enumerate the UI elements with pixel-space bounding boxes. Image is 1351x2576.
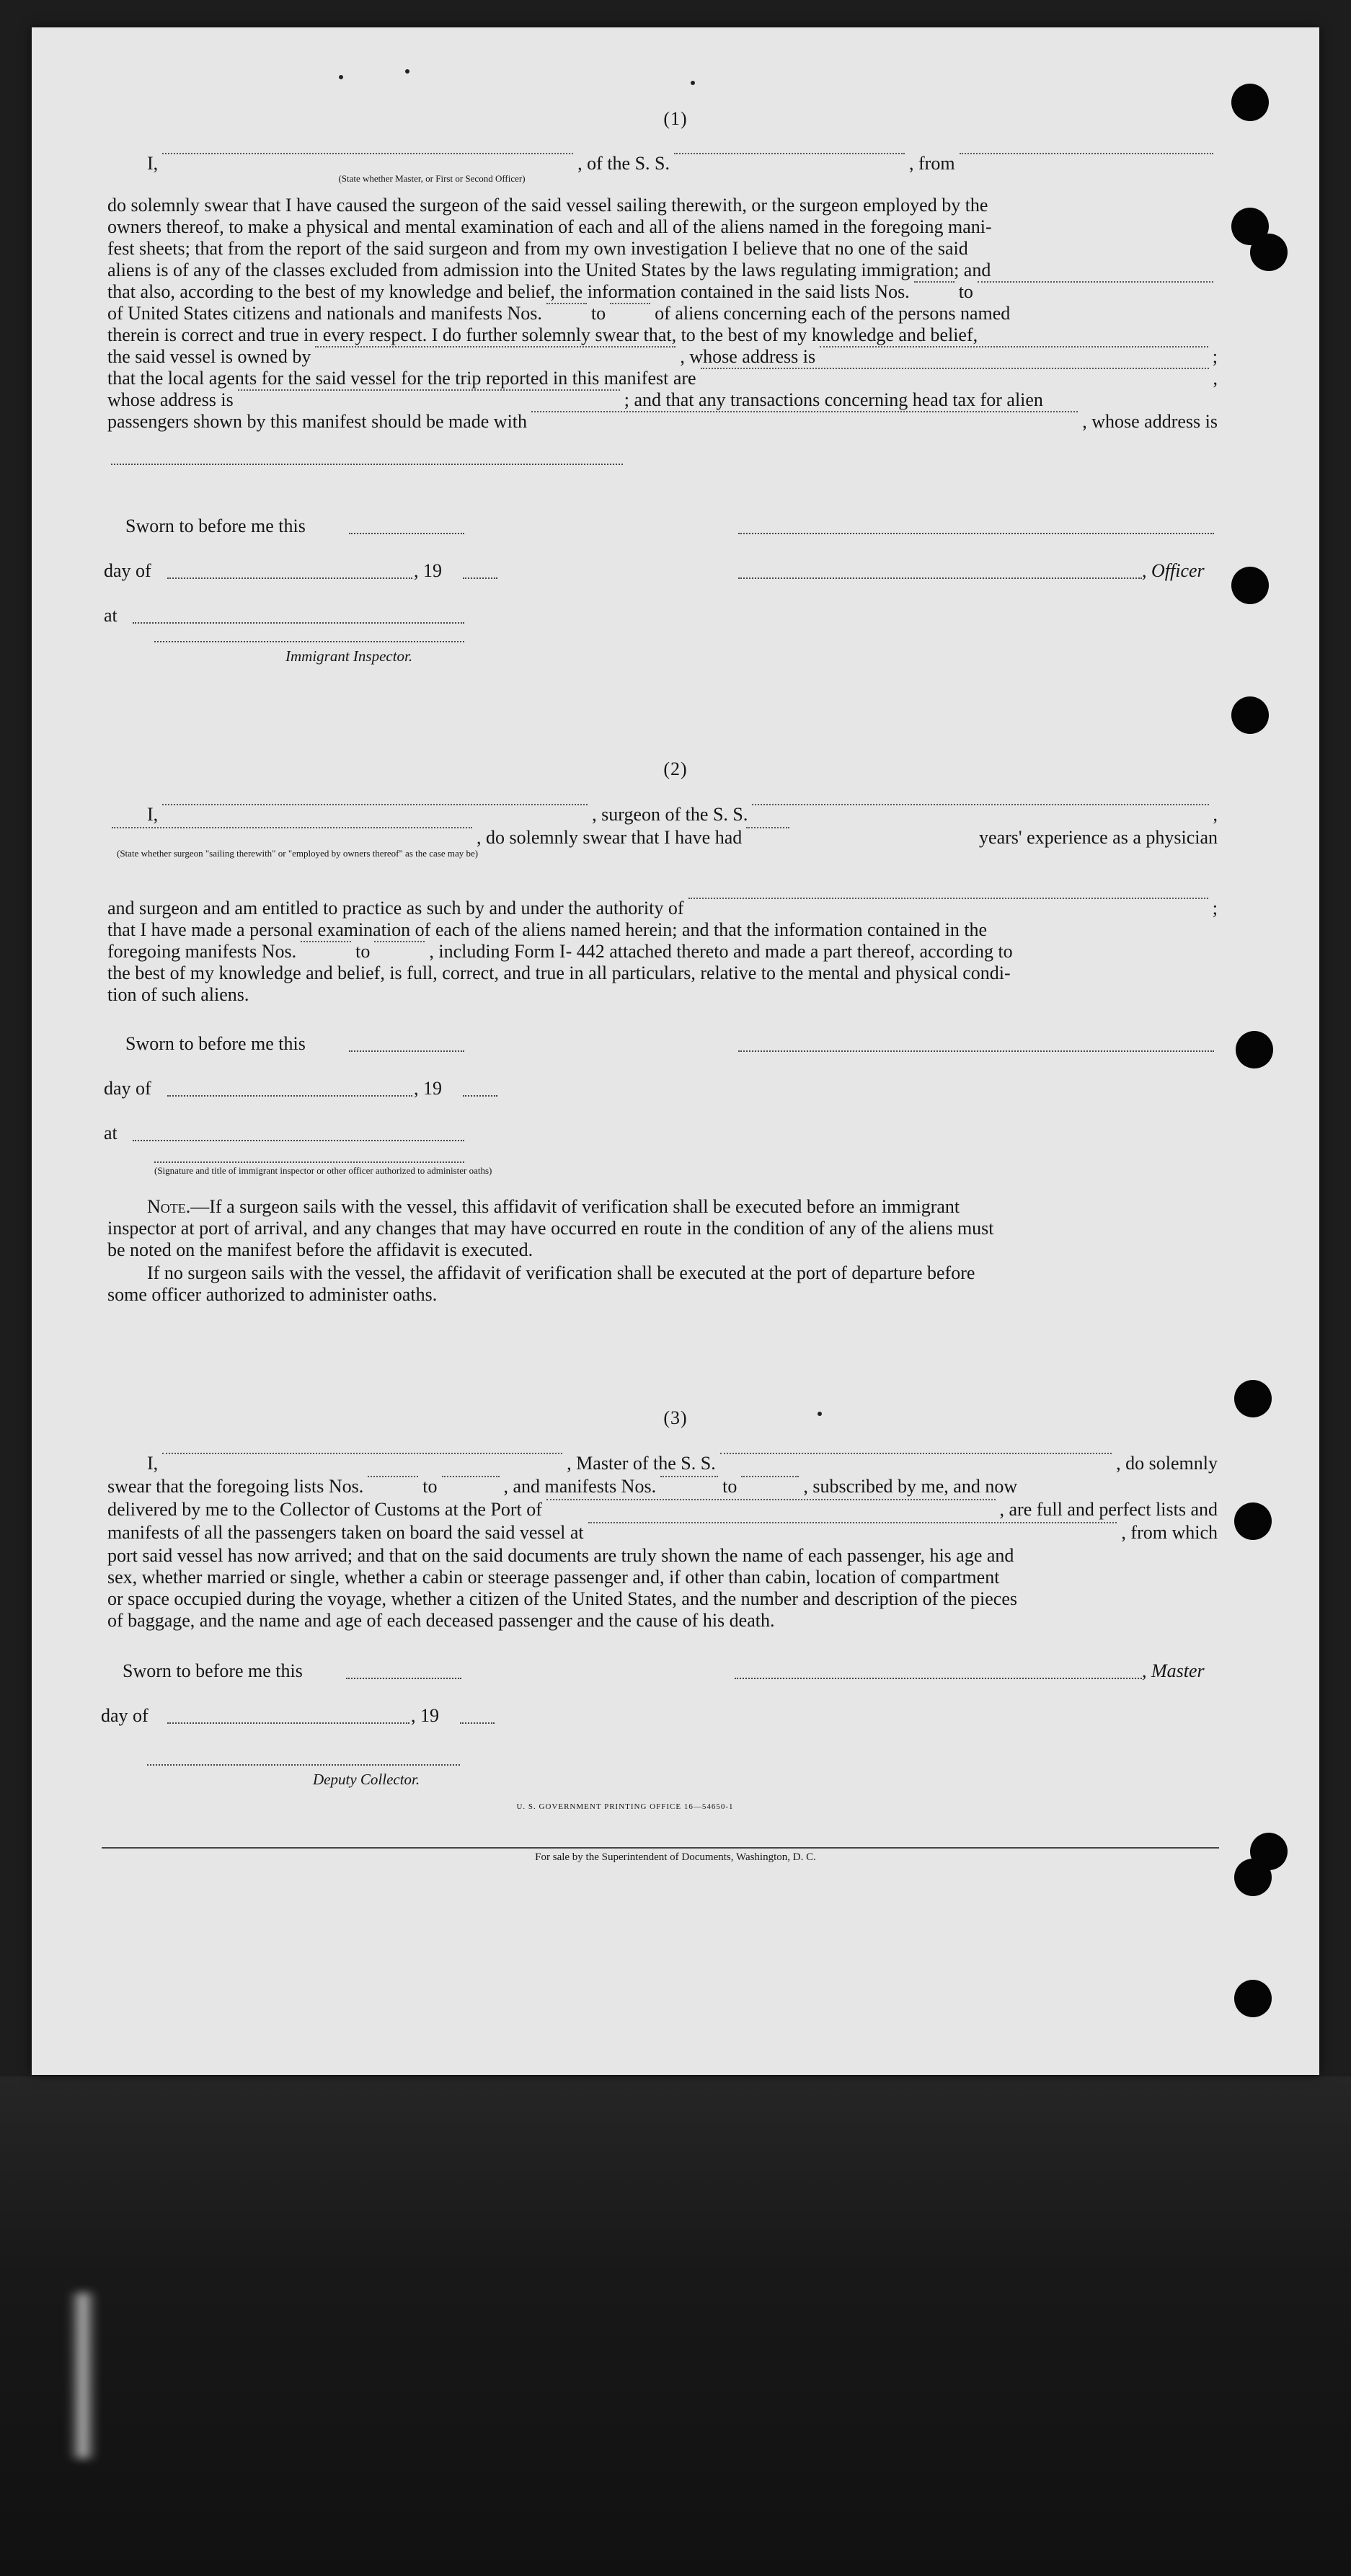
text: , of the S. S.	[577, 153, 670, 174]
blank-sworn-day-2[interactable]	[349, 1050, 464, 1052]
sworn-label-2: Sworn to before me this	[125, 1033, 306, 1054]
section-3-line-4	[107, 1521, 1218, 1544]
speck	[339, 75, 343, 79]
printing-office-imprint: U. S. GOVERNMENT PRINTING OFFICE 16—54650-1	[516, 1802, 734, 1811]
text: , are full and perfect lists and	[999, 1499, 1218, 1520]
text: ,	[1213, 368, 1218, 389]
section-2-number: (2)	[663, 758, 688, 779]
rank-note: (State whether Master, or First or Second Officer)	[338, 173, 526, 184]
blank-head-tax-address[interactable]	[111, 463, 623, 465]
text: to	[722, 1476, 737, 1497]
blank-manifest-from[interactable]	[546, 302, 587, 304]
blank-head-tax[interactable]	[531, 410, 1078, 412]
blank-agent-address[interactable]	[238, 389, 620, 391]
section-3-number: (3)	[663, 1407, 688, 1428]
section-3-body-1: port said vessel has now arrived; and that on the said documents are truly shown the name of each passenger, his age and	[107, 1545, 1014, 1566]
text: of United States citizens and nationals and manifests Nos.	[107, 303, 542, 324]
footer-rule	[102, 1847, 1219, 1849]
blank-from[interactable]	[960, 152, 1213, 154]
text: , do solemnly	[1116, 1453, 1218, 1474]
master-signature-line[interactable]	[735, 1677, 1142, 1679]
section-3-body-4: of baggage, and the name and age of each deceased passenger and the cause of his death.	[107, 1610, 775, 1631]
at-label-1: at	[104, 605, 118, 626]
master-label: , Master	[1142, 1660, 1205, 1681]
blank-owner[interactable]	[315, 345, 676, 348]
speck	[405, 69, 409, 74]
blank-port[interactable]	[546, 1498, 996, 1500]
text: manifests of all the passengers taken on board the said vessel at	[107, 1522, 584, 1543]
blank-manifest-from-2[interactable]	[301, 940, 351, 942]
text: to	[422, 1476, 438, 1497]
text: years' experience as a physician	[979, 827, 1218, 848]
blank-manifests-from-3[interactable]	[660, 1475, 718, 1477]
blank-list-to[interactable]	[978, 280, 1213, 283]
section-1-body-7: therein is correct and true in every respect. I do further solemnly swear that, to the best of my knowledge and belief,	[107, 324, 978, 345]
day-of-label-3: day of	[101, 1705, 149, 1726]
blank-day-of-1[interactable]	[167, 577, 412, 579]
blank-manifest-to-2[interactable]	[374, 940, 425, 942]
day-of-label-1: day of	[104, 560, 151, 581]
note-line-5: some officer authorized to administer oaths.	[107, 1284, 438, 1305]
official-signature-line[interactable]	[154, 1161, 464, 1163]
film-background	[0, 2076, 1351, 2576]
section-2-body-3	[107, 940, 1218, 962]
section-1-body-1: do solemnly swear that I have caused the surgeon of the said vessel sailing therewith, or the surgeon employed by the	[107, 195, 988, 216]
section-1-number: (1)	[663, 108, 688, 129]
blank-authority[interactable]	[688, 897, 1208, 899]
section-1-body-9	[107, 367, 1218, 389]
blank-ship-3[interactable]	[720, 1452, 1112, 1454]
text: , Master of the S. S.	[567, 1453, 716, 1474]
year-label-1: , 19	[414, 560, 442, 581]
blank-lists-from-3[interactable]	[368, 1475, 418, 1477]
blank-owner-address[interactable]	[820, 345, 1208, 348]
punch-hole	[1234, 1859, 1272, 1896]
text: to	[590, 303, 606, 324]
text: ;	[1212, 898, 1218, 919]
document-page	[32, 27, 1319, 2075]
text: , surgeon of the S. S.	[592, 804, 748, 825]
section-1-line-1	[147, 152, 1218, 174]
section-2-line-1	[147, 803, 1218, 826]
inspector-signature-line[interactable]	[154, 640, 464, 642]
blank-sworn-day-1[interactable]	[349, 532, 464, 534]
section-1-body-11	[107, 410, 1218, 433]
section-1-body-5	[107, 280, 1218, 303]
day-of-label-2: day of	[104, 1078, 151, 1099]
blank-year-2[interactable]	[463, 1094, 497, 1097]
blank-year-3[interactable]	[460, 1722, 495, 1724]
section-2-line-2	[107, 826, 1218, 849]
text: , including Form I- 442 attached thereto and made a part thereof, according to	[429, 941, 1013, 962]
section-2-body-5: tion of such aliens.	[107, 984, 249, 1005]
text: ,	[1213, 804, 1218, 825]
text: , whose address is	[1082, 411, 1218, 432]
section-1-body-4: aliens is of any of the classes excluded from admission into the United States by the laws regulating immigration; and	[107, 260, 991, 280]
text: —If a surgeon sails with the vessel, this affidavit of verification shall be executed before an immigrant	[190, 1196, 960, 1217]
section-1-body-8	[107, 345, 1218, 368]
sworn-label-1: Sworn to before me this	[125, 515, 306, 536]
scanner-glare	[68, 2293, 97, 2458]
blank-ship-2[interactable]	[752, 803, 1208, 805]
section-1-body-2: owners thereof, to make a physical and mental examination of each and all of the aliens named in the foregoing mani-	[107, 216, 992, 237]
text: the said vessel is owned by	[107, 346, 311, 367]
section-2-body-2: that I have made a personal examination of each of the aliens named herein; and that the information contained in the	[107, 919, 988, 940]
blank-ship[interactable]	[674, 152, 905, 154]
text: to	[958, 281, 973, 302]
section-2-body-1	[107, 897, 1218, 919]
blank-day-of-2[interactable]	[167, 1094, 412, 1097]
year-label-2: , 19	[414, 1078, 442, 1099]
section-3-line-3	[107, 1498, 1218, 1521]
surgeon-signature-line[interactable]	[738, 1050, 1214, 1052]
text: , and manifests Nos.	[503, 1476, 657, 1497]
text: ;	[1212, 346, 1218, 367]
section-3-line-2	[107, 1475, 1218, 1497]
officer-title-line[interactable]	[738, 577, 1142, 579]
blank-master-name[interactable]	[162, 1452, 562, 1454]
punch-hole	[1231, 696, 1269, 734]
note-line-2: inspector at port of arrival, and any changes that may have occurred en route in the condition of any of the aliens must	[107, 1218, 994, 1239]
text: that also, according to the best of my knowledge and belief, the information contained in the said lists Nos.	[107, 281, 910, 302]
text: and surgeon and am entitled to practice as such by and under the authority of	[107, 898, 684, 919]
note-label: Note.	[147, 1196, 191, 1217]
year-label-3: , 19	[411, 1705, 439, 1726]
text: of aliens concerning each of the persons named	[655, 303, 1011, 324]
section-3-line-1	[147, 1452, 1218, 1474]
note-line-4: If no surgeon sails with the vessel, the affidavit of verification shall be executed at the port of departure before	[147, 1262, 975, 1283]
officer-label: , Officer	[1142, 560, 1205, 581]
punch-hole	[1231, 567, 1269, 604]
text: I,	[147, 153, 159, 174]
sworn-label-3: Sworn to before me this	[123, 1660, 303, 1681]
deputy-caption: Deputy Collector.	[313, 1771, 420, 1788]
blank-sworn-day-3[interactable]	[346, 1677, 461, 1679]
text: swear that the foregoing lists Nos.	[107, 1476, 364, 1497]
text: , from which	[1121, 1522, 1218, 1543]
blank-rank[interactable]	[162, 152, 573, 154]
blank-years[interactable]	[746, 826, 789, 828]
note-line-3: be noted on the manifest before the affidavit is executed.	[107, 1239, 533, 1260]
section-1-body-10	[107, 389, 1218, 411]
text: passengers shown by this manifest should be made with	[107, 411, 528, 432]
section-1-body-6	[107, 302, 1218, 324]
blank-year-1[interactable]	[463, 577, 497, 579]
punch-hole	[1250, 234, 1288, 271]
blank-surgeon-status[interactable]	[112, 826, 472, 828]
text: to	[355, 941, 371, 962]
for-sale-notice: For sale by the Superintendent of Documents, Washington, D. C.	[535, 1851, 816, 1863]
blank-manifest-to[interactable]	[610, 302, 650, 304]
punch-hole	[1234, 1502, 1272, 1540]
blank-manifests-to-3[interactable]	[741, 1475, 799, 1477]
text: that the local agents for the said vessel for the trip reported in this manifest are	[107, 368, 696, 389]
section-3-body-3: or space occupied during the voyage, whether a citizen of the United States, and the number and description of the pieces	[107, 1588, 1018, 1609]
section-2-body-4: the best of my knowledge and belief, is full, correct, and true in all particulars, relative to the mental and physical condi-	[107, 962, 1011, 983]
text: I,	[147, 804, 159, 825]
text: , subscribed by me, and now	[803, 1476, 1018, 1497]
text: I,	[147, 1453, 159, 1474]
text: delivered by me to the Collector of Customs at the Port of	[107, 1499, 542, 1520]
official-signature-caption: (Signature and title of immigrant inspector or other officer authorized to administer oaths)	[154, 1165, 492, 1176]
section-1-body-3: fest sheets; that from the report of the said surgeon and from my own investigation I believe that no one of the said	[107, 238, 968, 259]
surgeon-status-note: (State whether surgeon "sailing therewith" or "employed by owners thereof" as the case may be)	[117, 848, 479, 859]
blank-list-from[interactable]	[914, 280, 954, 283]
section-3-body-2: sex, whether married or single, whether a cabin or steerage passenger and, if other than cabin, location of compartment	[107, 1567, 1000, 1588]
text: whose address is	[107, 389, 234, 410]
blank-at-2[interactable]	[133, 1139, 464, 1141]
officer-signature-line[interactable]	[738, 532, 1214, 534]
blank-at-1[interactable]	[133, 621, 464, 624]
punch-hole	[1236, 1031, 1273, 1068]
deputy-signature-line[interactable]	[147, 1763, 460, 1766]
blank-port-boarded[interactable]	[588, 1521, 1117, 1523]
speck	[691, 81, 695, 85]
punch-hole	[1234, 1980, 1272, 2017]
text: , from	[909, 153, 955, 174]
text: , whose address is	[680, 346, 816, 367]
at-label-2: at	[104, 1123, 118, 1143]
text: foregoing manifests Nos.	[107, 941, 297, 962]
blank-day-of-3[interactable]	[167, 1722, 409, 1724]
blank-surgeon-name[interactable]	[162, 803, 588, 805]
blank-lists-to-3[interactable]	[442, 1475, 500, 1477]
text: ; and that any transactions concerning head tax for alien	[624, 389, 1043, 410]
text: , do solemnly swear that I have had	[477, 827, 743, 848]
inspector-caption: Immigrant Inspector.	[285, 647, 413, 665]
blank-agents[interactable]	[701, 367, 1209, 369]
note-line-1	[147, 1195, 1218, 1218]
